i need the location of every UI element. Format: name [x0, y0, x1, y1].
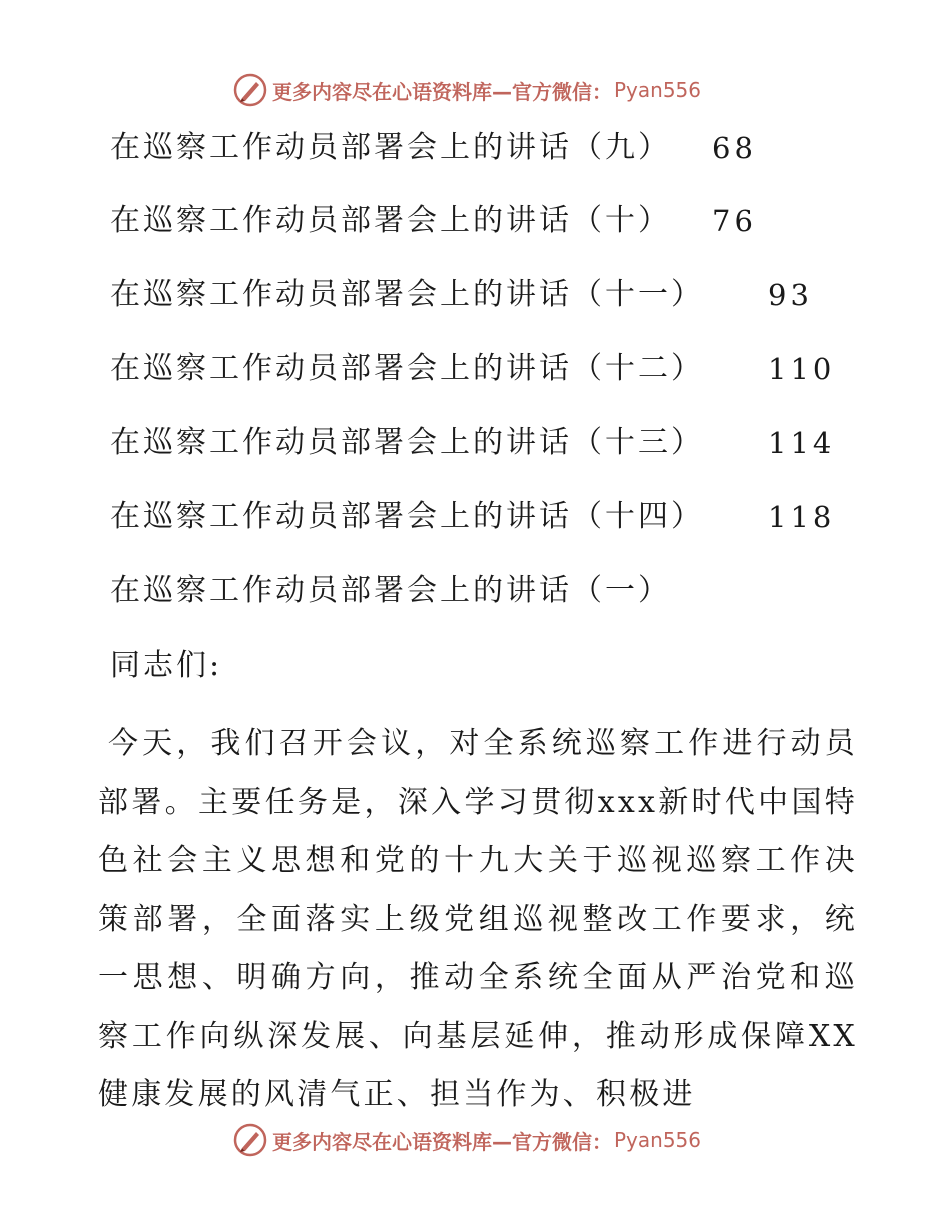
watermark-wechat-id: Pyan556 [614, 1128, 702, 1152]
toc-entry-page: 76 [712, 204, 757, 238]
toc-entry-title: 在巡察工作动员部署会上的讲话（十二） [110, 351, 704, 386]
toc-entry-page: 114 [768, 426, 836, 460]
body-paragraph: 今天，我们召开会议，对全系统巡察工作进行动员部署。主要任务是，深入学习贯彻xxx新时代中国特色社会主义思想和党的十九大关于巡视巡察工作决策部署，全面落实上级党组巡视整改工作要求，统一思想、明确方向，推动全系统全面从严治党和巡察工作向纵深发展、向基层延伸，推动形成保障XX健康发展的风清气正、担当作为、积极进 [98, 726, 858, 1112]
toc-entry [110, 347, 836, 391]
toc-entry [110, 199, 757, 243]
toc-entry [110, 495, 836, 539]
toc-entry-page: 118 [768, 500, 836, 534]
pen-logo-icon [232, 1122, 268, 1158]
toc-entry-page: 68 [712, 131, 757, 165]
section-heading-title: 在巡察工作动员部署会上的讲话（一） [110, 573, 671, 608]
footer-watermark [232, 1120, 712, 1160]
toc-entry-title: 在巡察工作动员部署会上的讲话（十四） [110, 499, 704, 534]
toc-entry-title: 在巡察工作动员部署会上的讲话（十一） [110, 277, 704, 312]
toc-entry-title: 在巡察工作动员部署会上的讲话（十三） [110, 425, 704, 460]
toc-entry-title: 在巡察工作动员部署会上的讲话（九） [110, 130, 671, 165]
pen-logo-icon [232, 72, 268, 108]
toc-entry-page: 110 [768, 352, 836, 386]
toc-entry [110, 126, 757, 170]
watermark-wechat-id: Pyan556 [614, 78, 702, 102]
watermark-text: 更多内容尽在心语资料库—官方微信： [272, 1129, 612, 1154]
toc-entry-title: 在巡察工作动员部署会上的讲话（十） [110, 203, 671, 238]
header-watermark [232, 70, 712, 110]
toc-entry [110, 273, 813, 317]
watermark-text: 更多内容尽在心语资料库—官方微信： [272, 79, 612, 104]
section-heading [110, 569, 671, 613]
toc-entry [110, 421, 836, 465]
toc-entry-page: 93 [768, 278, 813, 312]
greeting: 同志们: [110, 648, 223, 683]
